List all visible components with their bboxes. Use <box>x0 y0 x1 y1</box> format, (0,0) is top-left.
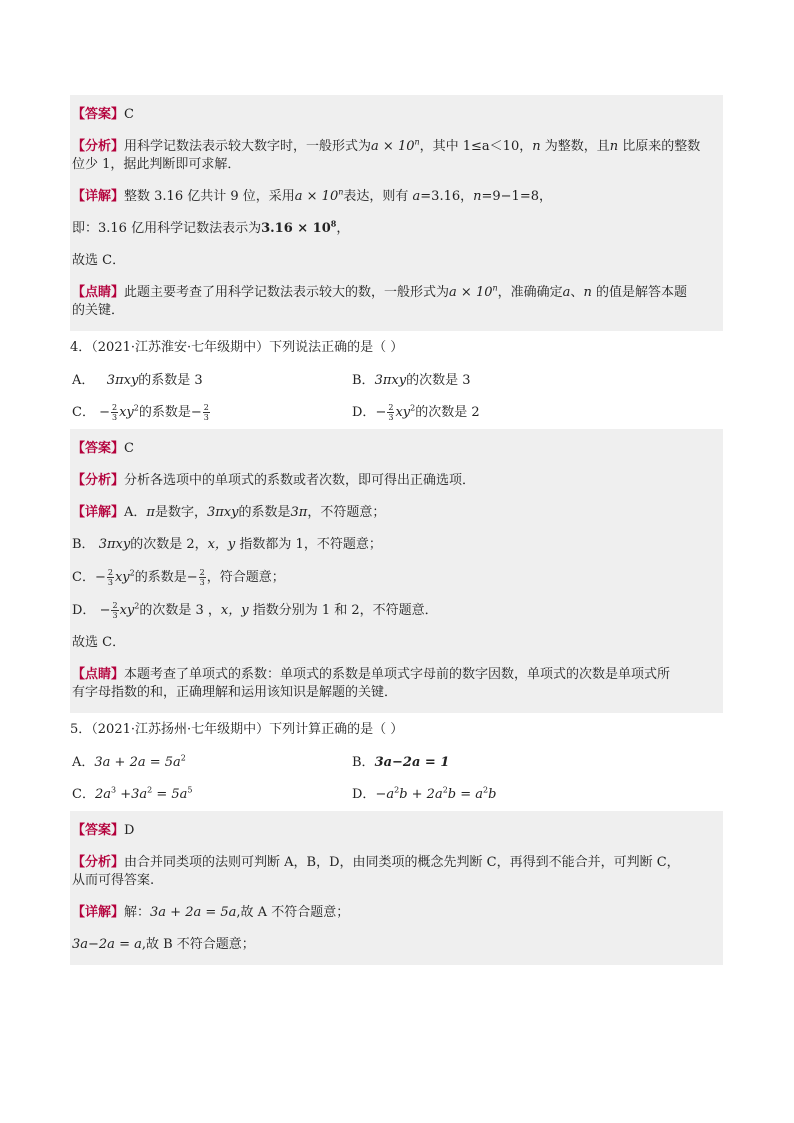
detail-text: 是数字， <box>154 505 207 520</box>
fraction-denominator: 3 <box>388 413 394 422</box>
analysis-text: 位少 1，据此判断即可求解． <box>72 157 241 172</box>
detail-expression: 3πxy <box>206 505 239 520</box>
option-d[interactable] <box>352 785 632 805</box>
minus-sign: − <box>99 405 110 420</box>
comment-text: ，准确确定 <box>497 285 563 300</box>
option-label: B． <box>352 755 375 770</box>
result-text: ， <box>336 221 350 236</box>
document-page <box>70 95 723 965</box>
option-expression: 3a−2a = 1 <box>374 755 450 770</box>
fraction-denominator: 3 <box>107 578 113 587</box>
question-5-options-row-1 <box>70 747 723 779</box>
fraction <box>203 403 210 422</box>
comment-text: 、 <box>570 285 584 300</box>
option-text: 的系数是 <box>138 405 191 420</box>
analysis-tag: 【分析】 <box>72 855 125 870</box>
fraction-numerator: 2 <box>107 568 113 577</box>
fraction-denominator: 3 <box>203 413 209 422</box>
comment-text: 本题考查了单项式的系数：单项式的系数是单项式字母前的数字因数，单项式的次数是单项式所 <box>124 667 671 682</box>
exponent: 2 <box>133 403 139 413</box>
exponent: 2 <box>410 403 416 413</box>
question-5-stem: 5．（2021·江苏扬州·七年级期中）下列计算正确的是（ ） <box>70 722 404 737</box>
choose-line: 故选 C． <box>72 635 126 650</box>
option-expression: = 5a <box>152 787 188 802</box>
minus-sign: − <box>375 405 387 420</box>
variable-n: n <box>473 189 482 204</box>
question-4-stem: 4．（2021·江苏淮安·七年级期中）下列说法正确的是（ ） <box>70 340 404 355</box>
comment-text: 的值是解答本题 <box>591 285 687 300</box>
option-expression: 3πxy <box>106 373 139 388</box>
result-value: 3.16 × 10 <box>261 221 331 236</box>
variable-n: n <box>532 139 541 154</box>
detail-text: 的系数是 <box>238 505 291 520</box>
solution-block-q3 <box>70 95 723 331</box>
answer-value: C <box>124 107 134 122</box>
option-label: D． <box>352 787 376 802</box>
question-4-options-row-2 <box>70 397 723 429</box>
question-4-options-row-1 <box>70 365 723 397</box>
detail-line <box>72 181 721 213</box>
option-text: 的次数是 2 <box>415 405 480 420</box>
variable-n: n <box>583 285 592 300</box>
analysis-text: 为整数，且 <box>540 139 610 154</box>
fraction-numerator: 2 <box>199 568 205 577</box>
result-line <box>72 213 721 245</box>
detail-text: 的次数是 2， <box>130 537 208 552</box>
sci-notation-form: a × 10 <box>449 285 493 300</box>
fraction-denominator: 3 <box>199 578 205 587</box>
answer-value: C <box>124 441 134 456</box>
detail-text: 的系数是 <box>134 570 187 585</box>
answer-line <box>72 99 721 131</box>
fraction-numerator: 2 <box>112 601 118 610</box>
fraction <box>111 403 118 422</box>
detail-text: 指数分别为 1 和 2，不符题意． <box>248 603 438 618</box>
minus-sign: − <box>186 570 198 585</box>
analysis-text: 由合并同类项的法则可判断 A，B，D，由同类项的概念先判断 C，再得到不能合并，可判断 C， <box>124 855 680 870</box>
detail-expression: 3πxy <box>98 537 131 552</box>
pi-symbol: π <box>146 505 155 520</box>
option-expression: b = a <box>447 787 484 802</box>
comment-text: 的关键． <box>72 303 125 318</box>
sci-notation-exponent: n <box>414 137 420 147</box>
sci-notation-form: a × 10 <box>371 139 415 154</box>
option-d[interactable] <box>352 403 632 423</box>
detail-text: B． <box>72 537 99 552</box>
question-5-options-row-2 <box>70 779 723 811</box>
exponent: 5 <box>187 785 193 795</box>
fraction <box>387 403 394 422</box>
detail-text: ,故 B 不符合题意； <box>141 937 255 952</box>
minus-sign: − <box>94 570 106 585</box>
analysis-text: 分析各选项中的单项式的系数或者次数，即可得出正确选项． <box>124 473 476 488</box>
detail-line-a <box>72 497 721 529</box>
result-exponent: 8 <box>330 218 337 229</box>
minus-sign: − <box>99 603 111 618</box>
fraction-denominator: 3 <box>112 611 118 620</box>
exponent: 2 <box>134 601 140 611</box>
analysis-tag: 【分析】 <box>72 139 125 154</box>
exponent: 2 <box>483 785 489 795</box>
detail-text: ，不符题意； <box>307 505 386 520</box>
option-expression: xy <box>119 405 134 420</box>
answer-tag: 【答案】 <box>72 441 125 456</box>
option-text: 的次数是 3 <box>406 373 471 388</box>
detail-text: 的次数是 3 ， <box>139 603 221 618</box>
detail-text: =3.16， <box>420 189 474 204</box>
option-c[interactable] <box>70 403 352 423</box>
fraction <box>107 568 114 587</box>
result-text: 即：3.16 亿用科学记数法表示为 <box>72 221 262 236</box>
fraction-denominator: 3 <box>112 413 118 422</box>
option-expression: +3a <box>116 787 148 802</box>
option-c[interactable] <box>70 785 352 805</box>
detail-text: 指数都为 1，不符题意； <box>235 537 382 552</box>
option-a[interactable] <box>70 371 352 391</box>
detail-text: 解： <box>124 905 151 920</box>
fraction <box>111 601 118 620</box>
option-expression: xy <box>395 405 411 420</box>
answer-line <box>72 815 721 847</box>
option-expression: −a <box>375 787 395 802</box>
exponent: 2 <box>129 568 135 578</box>
detail-expression: 3π <box>290 505 308 520</box>
option-label: B． <box>352 373 375 388</box>
detail-text: 表达，则有 <box>343 189 413 204</box>
detail-tag: 【详解】 <box>72 189 125 204</box>
exponent: 2 <box>180 753 186 763</box>
detail-text: C． <box>72 570 95 585</box>
fraction <box>199 568 206 587</box>
comment-text: 有字母指数的和，正确理解和运用该知识是解题的关键． <box>72 685 398 700</box>
analysis-text: 从而可得答案. <box>72 873 155 888</box>
fraction-numerator: 2 <box>388 403 394 412</box>
option-expression: b + 2a <box>399 787 443 802</box>
variable-a: a <box>412 189 421 204</box>
analysis-text: ，其中 1≤a＜10， <box>419 139 533 154</box>
option-expression: 2a <box>94 787 111 802</box>
fraction-numerator: 2 <box>203 403 209 412</box>
answer-line <box>72 433 721 465</box>
option-b[interactable] <box>352 753 632 773</box>
analysis-tag: 【分析】 <box>72 473 125 488</box>
sci-notation-form: a × 10 <box>294 189 339 204</box>
detail-expression: xy <box>119 603 135 618</box>
option-label: D． <box>352 405 376 420</box>
analysis-line <box>72 847 721 897</box>
comment-tag: 【点睛】 <box>72 285 125 300</box>
comment-tag: 【点睛】 <box>72 667 125 682</box>
choose-line: 故选 C． <box>72 253 126 268</box>
option-label: A． <box>72 755 95 770</box>
sci-notation-exponent: n <box>492 283 498 293</box>
detail-expression: 3a + 2a = 5a <box>150 905 237 920</box>
detail-text: A． <box>124 505 147 520</box>
answer-tag: 【答案】 <box>72 107 125 122</box>
fraction-numerator: 2 <box>112 403 118 412</box>
exponent: 2 <box>442 785 448 795</box>
sci-notation-exponent: n <box>338 187 344 197</box>
option-label: C． <box>72 405 95 420</box>
option-expression: b <box>488 787 497 802</box>
option-b[interactable] <box>352 371 632 391</box>
detail-tag: 【详解】 <box>72 905 125 920</box>
detail-tag: 【详解】 <box>72 505 125 520</box>
detail-text: D． <box>72 603 100 618</box>
analysis-line <box>72 465 721 497</box>
detail-line-2 <box>72 929 721 961</box>
answer-tag: 【答案】 <box>72 823 125 838</box>
option-label: A． <box>72 373 95 388</box>
variable-n: n <box>609 139 619 154</box>
answer-value: D <box>124 823 135 838</box>
detail-line-c <box>72 561 721 594</box>
detail-line-b <box>72 529 721 561</box>
solution-block-q4 <box>70 429 723 713</box>
detail-expression: 3a−2a = a <box>72 937 142 952</box>
comment-line <box>72 277 721 327</box>
variables-xy: x，y <box>207 537 236 552</box>
detail-text: ,故 A 不符合题意； <box>236 905 350 920</box>
option-expression: 3πxy <box>374 373 407 388</box>
detail-line <box>72 897 721 929</box>
comment-text: 此题主要考查了用科学记数法表示较大的数，一般形式为 <box>124 285 450 300</box>
option-label: C． <box>72 787 95 802</box>
exponent: 2 <box>147 785 153 795</box>
analysis-line <box>72 131 721 181</box>
option-text: 的系数是 3 <box>138 373 203 388</box>
minus-sign: − <box>190 405 202 420</box>
exponent: 3 <box>110 785 117 795</box>
analysis-text: 用科学记数法表示较大数字时，一般形式为 <box>124 139 372 154</box>
comment-line <box>72 659 721 709</box>
detail-text: =9−1=8， <box>481 189 552 204</box>
variables-xy: x，y <box>220 603 249 618</box>
exponent: 2 <box>394 785 400 795</box>
detail-text: ，符合题意； <box>206 570 285 585</box>
variable-a: a <box>562 285 571 300</box>
detail-line-d <box>72 594 721 627</box>
detail-expression: xy <box>114 570 130 585</box>
analysis-text: 比原来的整数 <box>618 139 701 154</box>
detail-text: 整数 3.16 亿共计 9 位，采用 <box>124 189 295 204</box>
option-expression: 3a + 2a = 5a <box>94 755 181 770</box>
solution-block-q5 <box>70 811 723 965</box>
option-a[interactable] <box>70 753 352 773</box>
